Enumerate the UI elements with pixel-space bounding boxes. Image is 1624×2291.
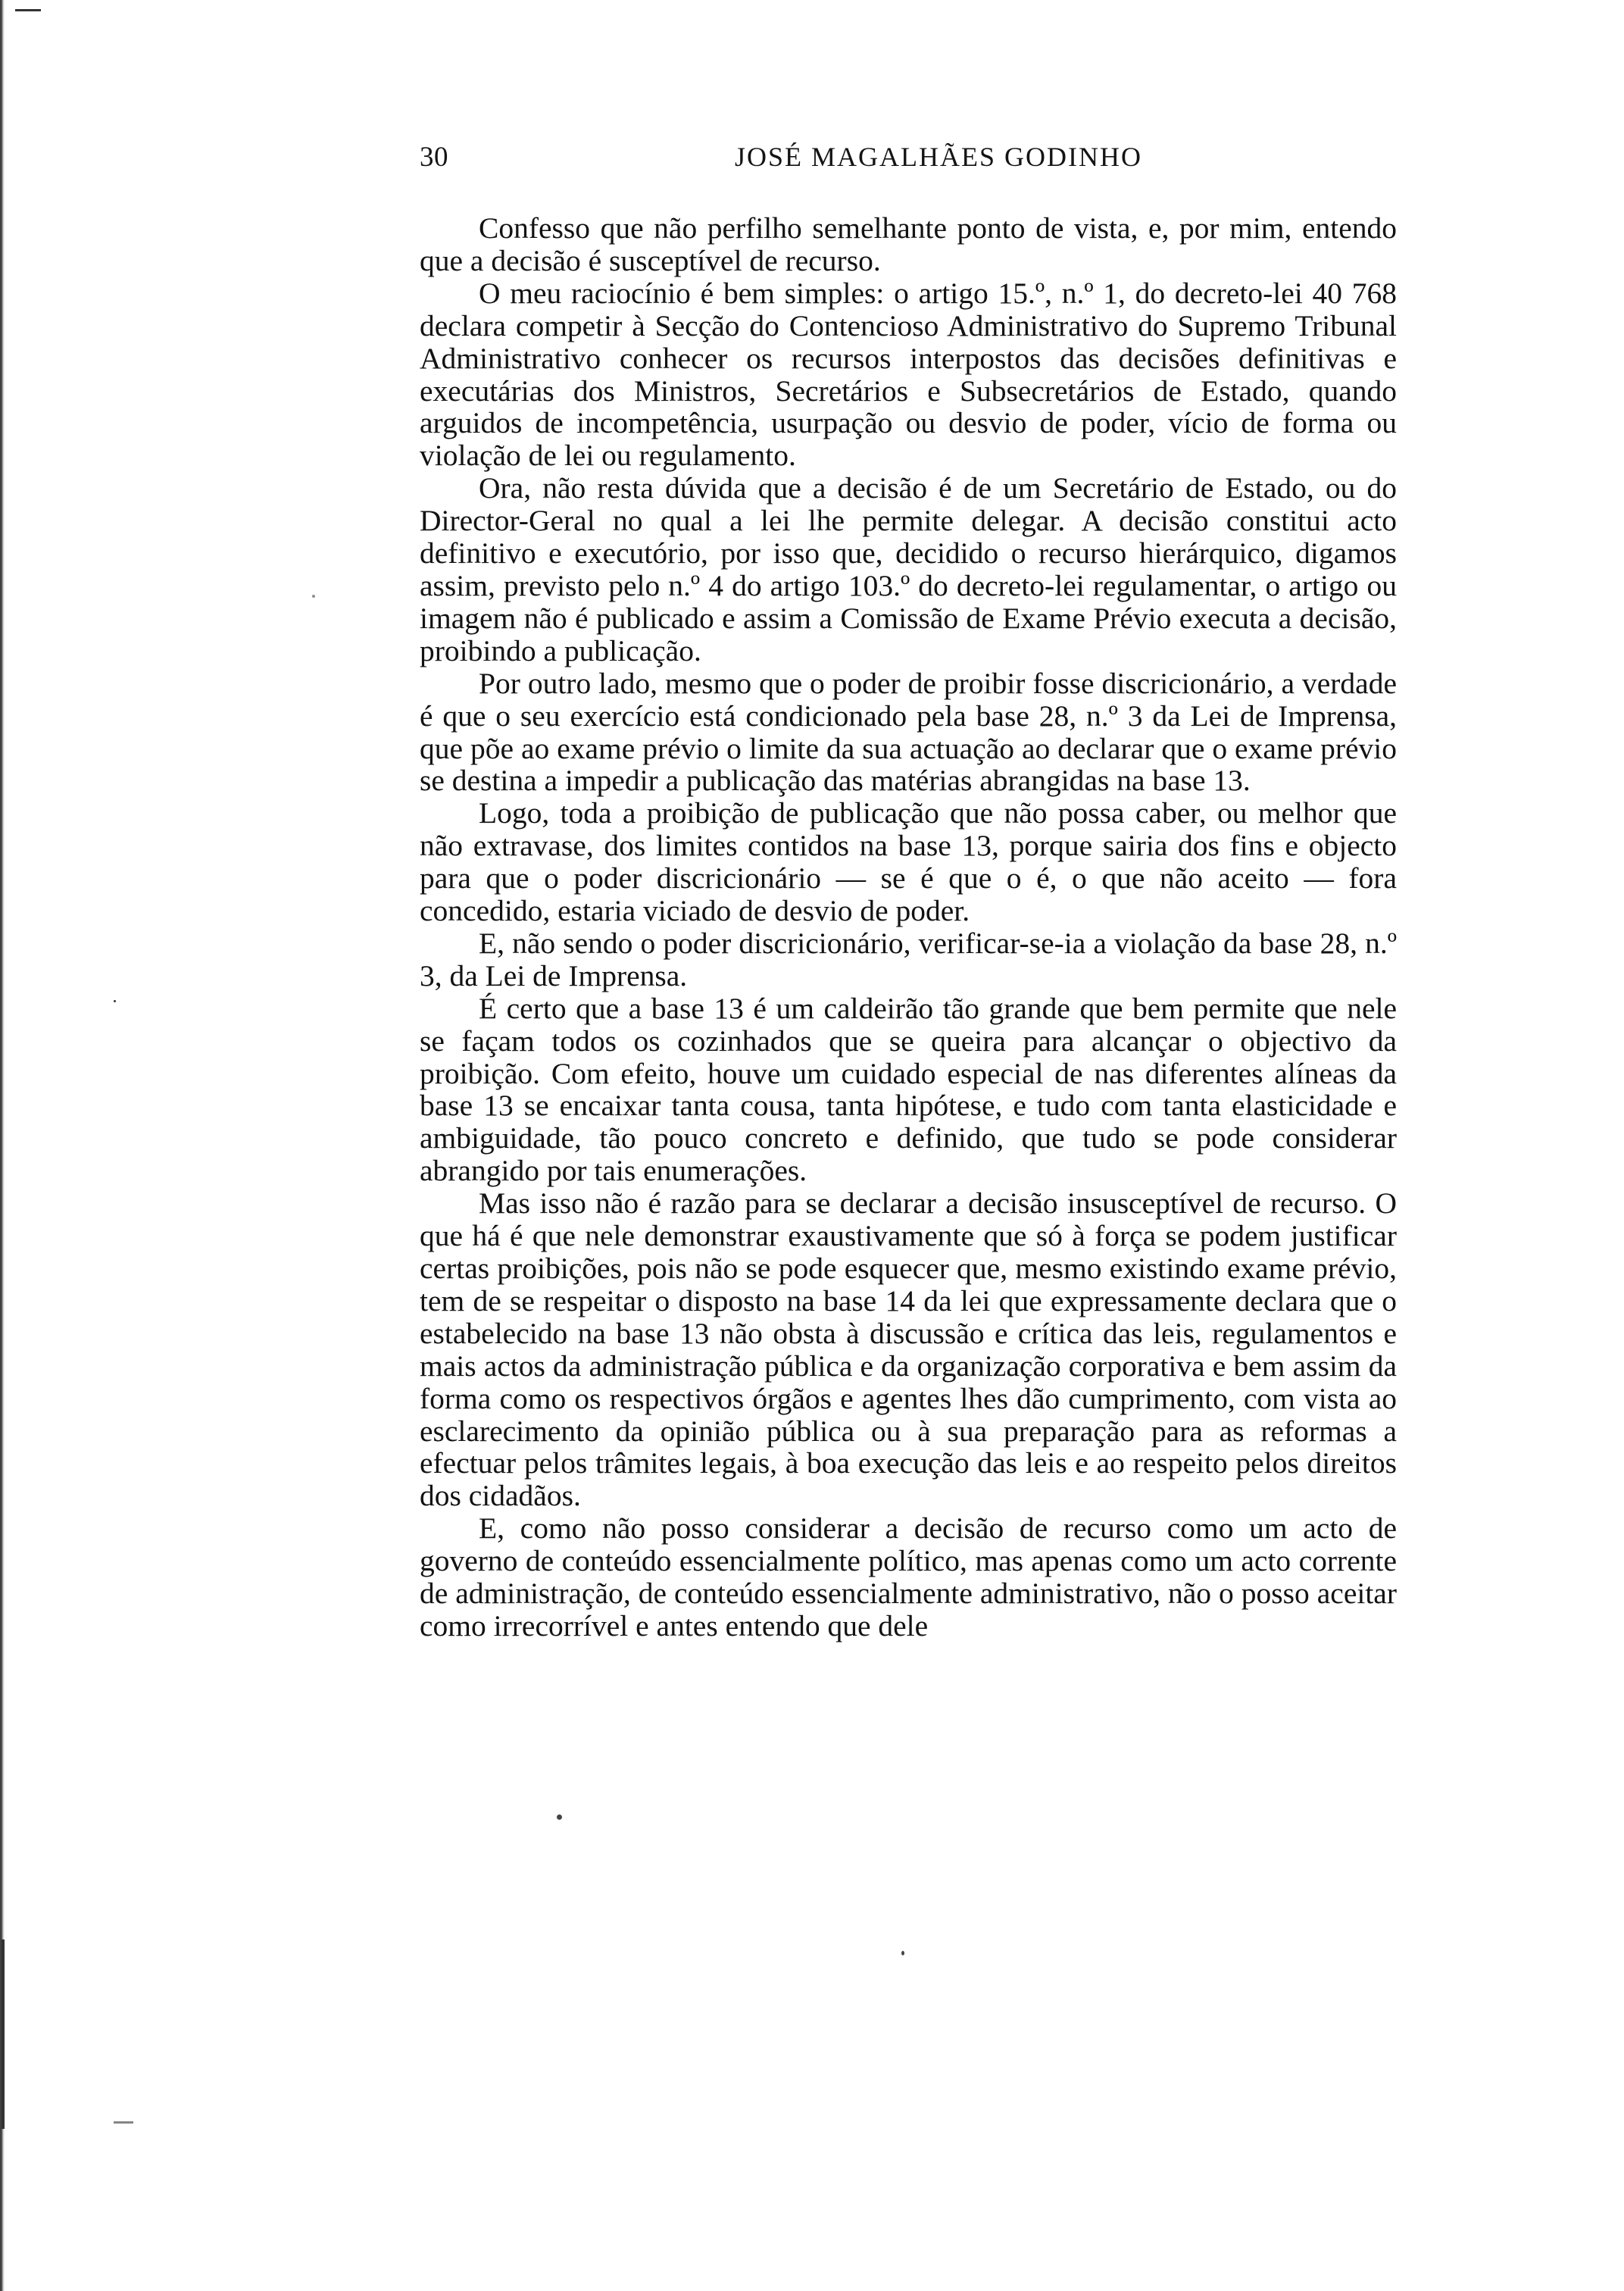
scan-speck [312, 595, 315, 598]
scan-mark [114, 2121, 133, 2124]
paragraph: E, não sendo o poder discricionário, verificar-se-ia a violação da base 28, n.º 3, da Lei de Imprensa. [420, 926, 1397, 992]
paragraph: Mas isso não é razão para se declarar a decisão insusceptível de recurso. O que há é que nele demonstrar exaustivamente que só à força se podem justificar certas proibições, pois não se pode esquecer que, mesmo existindo exame prévio, tem de se respeitar o disposto na base 14 da lei que expressamente declara que o estabelecido na base 13 não obsta à discussão e crítica das leis, regulamentos e mais actos da administração pública e da organização corporativa e bem assim da forma como os respectivos órgãos e agentes lhes dão cumprimento, com vista ao esclarecimento da opinião pública ou à sua preparação para as reformas a efectuar pelos trâmites legais, à boa execução das leis e ao respeito pelos direitos dos cidadãos. [420, 1186, 1397, 1513]
running-head: JOSÉ MAGALHÃES GODINHO [735, 142, 1142, 172]
scan-speck [901, 1951, 904, 1955]
paragraph: E, como não posso considerar a decisão de recurso como um acto de governo de conteúdo essencialmente político, mas apenas como um acto corrente de administração, de conteúdo essencialmente administrativo, não o posso aceitar como irrecorrível e antes entendo que dele [420, 1511, 1397, 1642]
scan-mark [114, 1000, 116, 1002]
page-number: 30 [420, 142, 448, 173]
paragraph: É certo que a base 13 é um caldeirão tão grande que bem permite que nele se façam todos os cozinhados que se queira para alcançar o objectivo da proibição. Com efeito, houve um cuidado especial de nas diferentes alíneas da base 13 se encaixar tanta cousa, tanta hipótese, e tudo com tanta elasticidade e ambiguidade, tão pouco concreto e definido, que tudo se pode considerar abrangido por tais enumerações. [420, 991, 1397, 1188]
paragraph: Confesso que não perfilho semelhante ponto de vista, e, por mim, entendo que a decisão é susceptível de recurso. [420, 211, 1397, 277]
scan-mark [15, 9, 41, 11]
scan-speck [557, 1814, 562, 1820]
body-text [420, 212, 1397, 1642]
paragraph: Logo, toda a proibição de publicação que não possa caber, ou melhor que não extravase, dos limites contidos na base 13, porque sairia dos fins e objecto para que o poder discricionário — se é que o é, o que não aceito — fora concedido, estaria viciado de desvio de poder. [420, 796, 1397, 928]
paragraph: O meu raciocínio é bem simples: o artigo 15.º, n.º 1, do decreto-lei 40 768 declara competir à Secção do Contencioso Administrativo do Supremo Tribunal Administrativo conhecer os recursos interpostos das decisões definitivas e executárias dos Ministros, Secretários e Subsecretários de Estado, quando arguidos de incompetência, usurpação ou desvio de poder, vício de forma ou violação de lei ou regulamento. [420, 276, 1397, 473]
paragraph: Ora, não resta dúvida que a decisão é de um Secretário de Estado, ou do Director-Geral no qual a lei lhe permite delegar. A decisão constitui acto definitivo e executório, por isso que, decidido o recurso hierárquico, digamos assim, previsto pelo n.º 4 do artigo 103.º do decreto-lei regulamentar, o artigo ou imagem não é publicado e assim a Comissão de Exame Prévio executa a decisão, proibindo a publicação. [420, 471, 1397, 667]
page-header [420, 141, 1397, 179]
paragraph: Por outro lado, mesmo que o poder de proibir fosse discricionário, a verdade é que o seu exercício está condicionado pela base 28, n.º 3 da Lei de Imprensa, que põe ao exame prévio o limite da sua actuação ao declarar que o exame prévio se destina a impedir a publicação das matérias abrangidas na base 13. [420, 666, 1397, 798]
scan-mark [2, 1939, 5, 2129]
